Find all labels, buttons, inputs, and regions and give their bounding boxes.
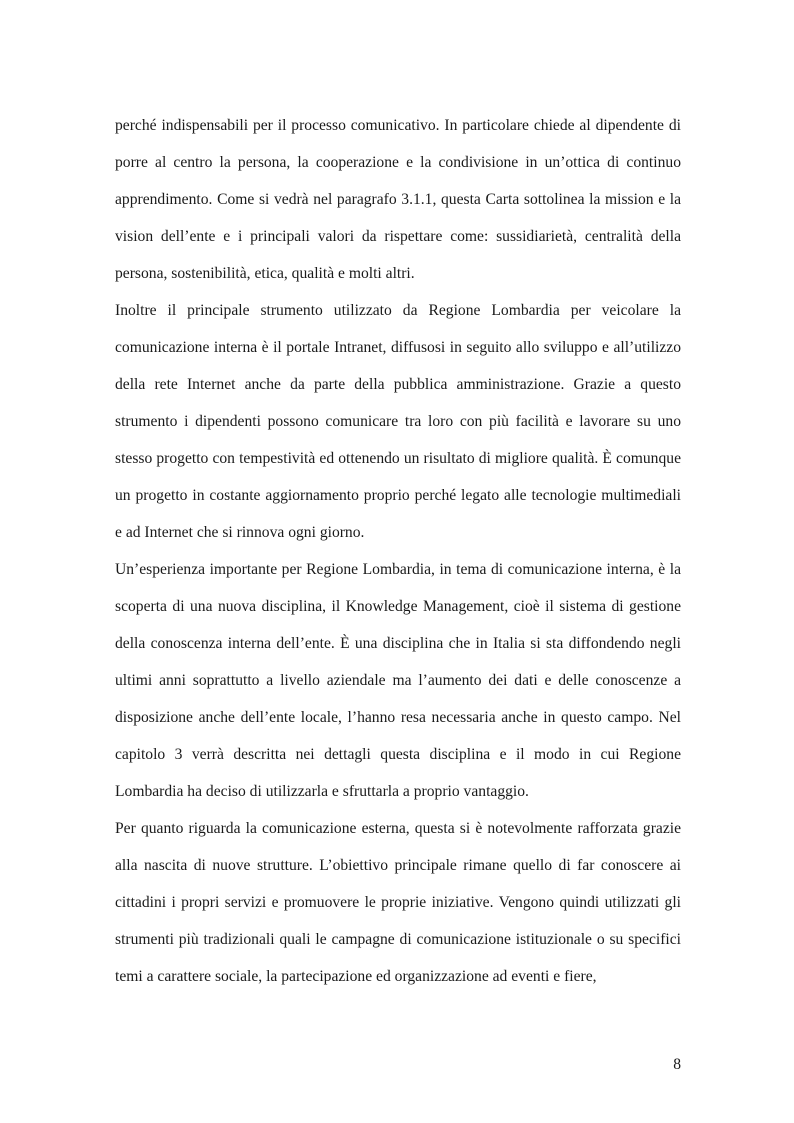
paragraph-1: perché indispensabili per il processo comunicativo. In particolare chiede al dipendente di porre al centro la persona, la cooperazione e la condivisione in un’ottica di continuo apprendimento. Come si vedrà nel paragrafo 3.1.1, questa Carta sottolinea la mission e la vision dell’ente e i principali valori da rispettare come: sussidiarietà, centralità della persona, sostenibilità, etica, qualità e molti altri. (115, 117, 681, 282)
paragraph-3: Un’esperienza importante per Regione Lombardia, in tema di comunicazione interna, è la scoperta di una nuova disciplina, il Knowledge Management, cioè il sistema di gestione della conoscenza interna dell’ente. È una disciplina che in Italia si sta diffondendo negli ultimi anni soprattutto a livello aziendale ma l’aumento dei dati e delle conoscenze a disposizione anche dell’ente locale, l’hanno resa necessaria anche in questo campo. Nel capitolo 3 verrà descritta nei dettagli questa disciplina e il modo in cui Regione Lombardia ha deciso di utilizzarla e sfruttarla a proprio vantaggio. (115, 561, 681, 800)
paragraph-2: Inoltre il principale strumento utilizzato da Regione Lombardia per veicolare la comunicazione interna è il portale Intranet, diffusosi in seguito allo sviluppo e all’utilizzo della rete Internet anche da parte della pubblica amministrazione. Grazie a questo strumento i dipendenti possono comunicare tra loro con più facilità e lavorare su uno stesso progetto con tempestività ed ottenendo un risultato di migliore qualità. È comunque un progetto in costante aggiornamento proprio perché legato alle tecnologie multimediali e ad Internet che si rinnova ogni giorno. (115, 302, 681, 541)
body-text (115, 107, 681, 995)
page-number: 8 (673, 1056, 681, 1073)
paragraph-4: Per quanto riguarda la comunicazione esterna, questa si è notevolmente rafforzata grazie alla nascita di nuove strutture. L’obiettivo principale rimane quello di far conoscere ai cittadini i propri servizi e promuovere le proprie iniziative. Vengono quindi utilizzati gli strumenti più tradizionali quali le campagne di comunicazione istituzionale o su specifici temi a carattere sociale, la partecipazione ed organizzazione ad eventi e fiere, (115, 820, 681, 985)
